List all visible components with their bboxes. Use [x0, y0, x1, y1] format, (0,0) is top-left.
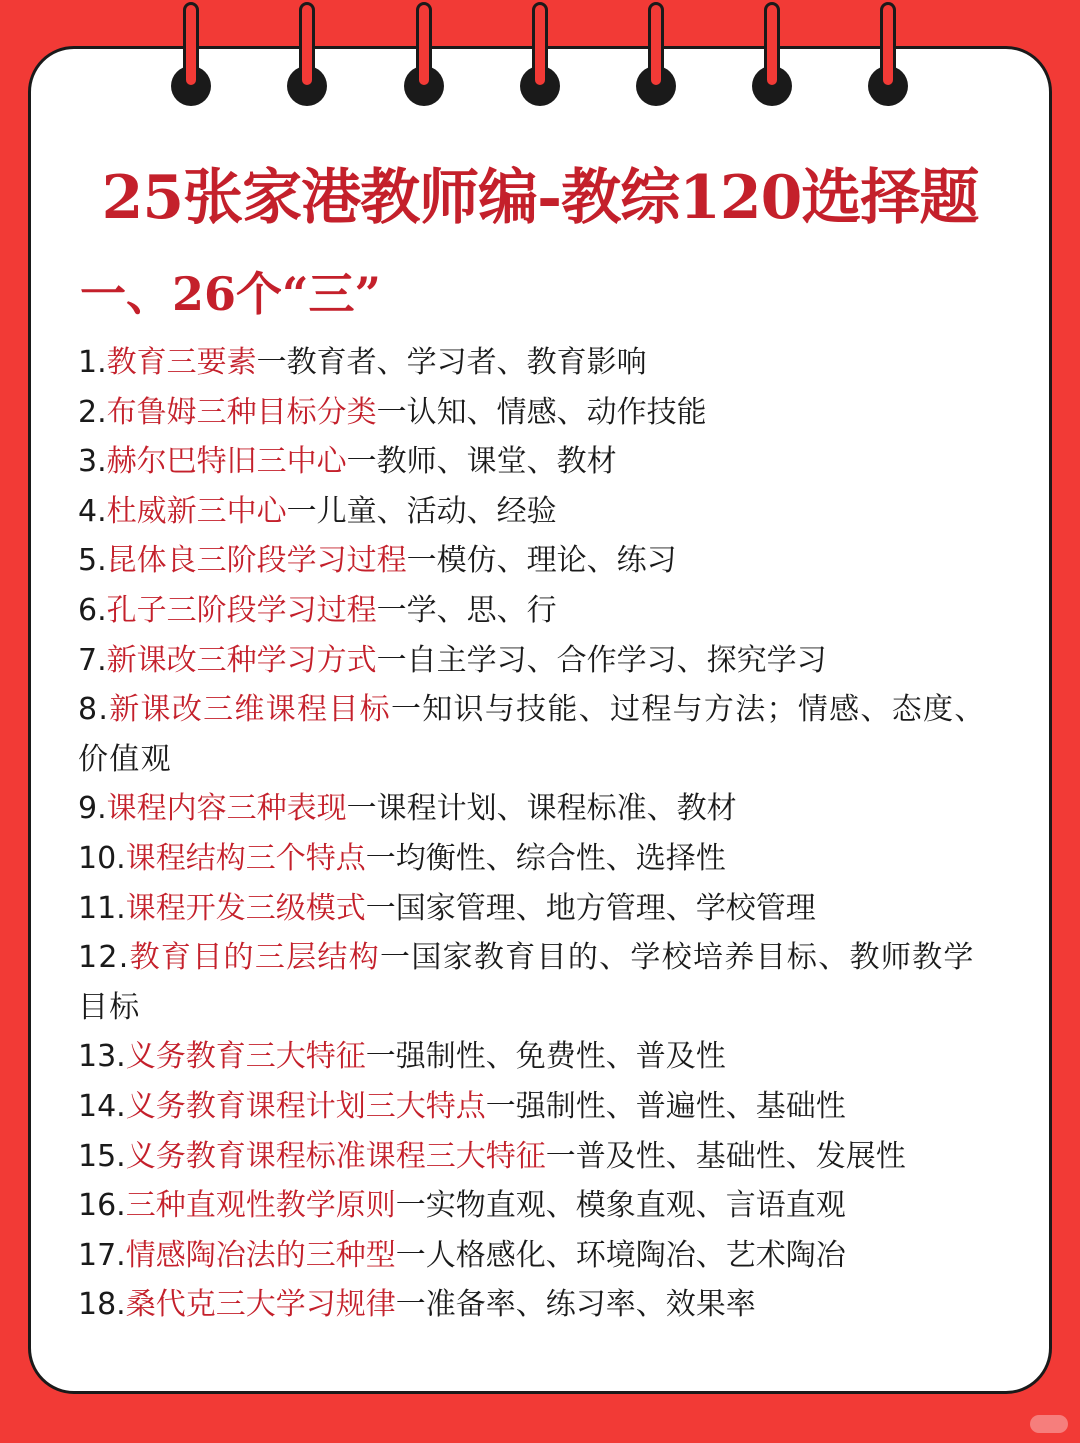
list-item	[78, 1082, 1006, 1132]
list-item	[78, 388, 1006, 438]
list-item	[78, 536, 1006, 586]
item-keyword: 义务教育课程计划三大特点	[125, 1088, 486, 1124]
list-item	[78, 437, 1006, 487]
item-description: 一强制性、免费性、普及性	[365, 1039, 726, 1075]
binder-ring-icon	[748, 2, 796, 110]
item-description: 一国家教育目的、学校培养目标、教师教学目标	[78, 940, 975, 1025]
item-description: 一准备率、练习率、效果率	[395, 1287, 756, 1323]
item-list	[78, 338, 1006, 1330]
item-description: 一儿童、活动、经验	[286, 493, 557, 529]
item-number: 5.	[78, 543, 107, 579]
binder-ring-icon	[400, 2, 448, 110]
item-keyword: 教育三要素	[106, 345, 257, 380]
section-heading: 一、26个“三”	[80, 267, 381, 321]
item-keyword: 情感陶冶法的三种型	[125, 1237, 396, 1273]
item-description: 一均衡性、综合性、选择性	[365, 840, 726, 876]
item-number: 14.	[78, 1088, 126, 1124]
item-description: 一模仿、理论、练习	[406, 543, 677, 579]
item-description: 一普及性、基础性、发展性	[545, 1138, 906, 1174]
item-number: 8.	[78, 692, 110, 728]
binder-ring-icon	[283, 2, 331, 110]
item-keyword: 杜威新三中心	[106, 493, 287, 529]
list-item	[78, 1032, 1006, 1082]
page-title: 25张家港教师编-教综120选择题	[101, 163, 979, 233]
item-keyword: 新课改三种学习方式	[106, 642, 377, 678]
list-item	[78, 487, 1006, 537]
item-number: 16.	[78, 1188, 126, 1224]
item-number: 1.	[78, 345, 107, 380]
item-keyword: 桑代克三大学习规律	[125, 1287, 396, 1323]
item-description: 一教育者、学习者、教育影响	[256, 345, 647, 380]
list-item	[78, 884, 1006, 934]
item-number: 12.	[78, 940, 130, 976]
item-keyword: 义务教育三大特征	[125, 1039, 366, 1075]
list-item	[78, 338, 1006, 388]
list-item	[78, 1132, 1006, 1182]
item-number: 18.	[78, 1287, 126, 1323]
item-number: 6.	[78, 592, 107, 628]
item-description: 一强制性、普遍性、基础性	[485, 1088, 846, 1124]
item-description: 一国家管理、地方管理、学校管理	[365, 890, 816, 926]
list-item	[78, 685, 1006, 784]
item-keyword: 课程内容三种表现	[106, 791, 347, 827]
item-keyword: 孔子三阶段学习过程	[106, 592, 377, 628]
item-keyword: 赫尔巴特旧三中心	[106, 444, 347, 480]
binder-ring-icon	[864, 2, 912, 110]
item-keyword: 课程开发三级模式	[125, 890, 366, 926]
item-keyword: 义务教育课程标准课程三大特征	[125, 1138, 546, 1174]
item-keyword: 新课改三维课程目标	[109, 692, 391, 728]
item-keyword: 教育目的三层结构	[129, 940, 381, 976]
item-description: 一教师、课堂、教材	[346, 444, 617, 480]
binder-ring-icon	[632, 2, 680, 110]
item-number: 3.	[78, 444, 107, 480]
item-keyword: 三种直观性教学原则	[125, 1188, 396, 1224]
item-number: 4.	[78, 493, 107, 529]
item-description: 一认知、情感、动作技能	[376, 394, 707, 430]
item-description: 一课程计划、课程标准、教材	[346, 791, 737, 827]
item-description: 一学、思、行	[376, 592, 557, 628]
watermark-icon	[1030, 1415, 1068, 1433]
binder-ring-icon	[516, 2, 564, 110]
item-number: 7.	[78, 642, 107, 678]
item-number: 15.	[78, 1138, 126, 1174]
list-item	[78, 636, 1006, 686]
item-keyword: 布鲁姆三种目标分类	[106, 394, 377, 430]
item-number: 13.	[78, 1039, 126, 1075]
item-number: 11.	[78, 890, 126, 926]
item-description: 一知识与技能、过程与方法；情感、态度、价值观	[78, 692, 986, 777]
item-keyword: 课程结构三个特点	[125, 840, 366, 876]
item-number: 2.	[78, 394, 107, 430]
list-item	[78, 586, 1006, 636]
binder-ring-icon	[167, 2, 215, 110]
list-item	[78, 933, 1006, 1032]
item-description: 一实物直观、模象直观、言语直观	[395, 1188, 846, 1224]
list-item	[78, 784, 1006, 834]
item-number: 10.	[78, 840, 126, 876]
item-number: 9.	[78, 791, 107, 827]
item-description: 一人格感化、环境陶冶、艺术陶冶	[395, 1237, 846, 1273]
list-item	[78, 834, 1006, 884]
list-item	[78, 1181, 1006, 1231]
list-item	[78, 1231, 1006, 1281]
item-number: 17.	[78, 1237, 126, 1273]
item-keyword: 昆体良三阶段学习过程	[106, 543, 407, 579]
item-description: 一自主学习、合作学习、探究学习	[376, 642, 827, 678]
list-item	[78, 1280, 1006, 1330]
